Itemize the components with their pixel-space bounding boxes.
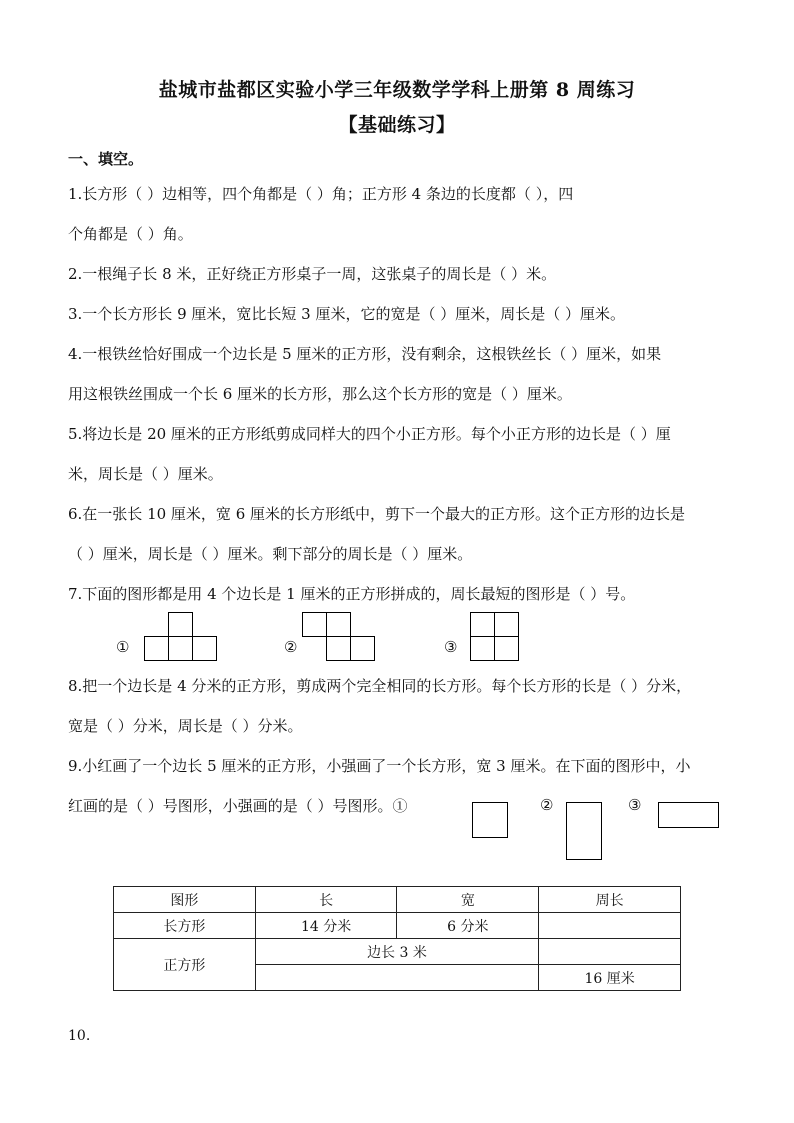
table-header-cell: 图形 [114,887,256,913]
table-header-row [114,887,681,913]
square-label-cell: 正方形 [114,939,256,991]
table-row [114,939,681,965]
q6-line-1: 6.在一张长 10 厘米，宽 6 厘米的长方形纸中，剪下一个最大的正方形。这个正方形的边长是 [68,505,686,523]
q7-fig3-square [494,636,519,661]
q7-fig3-square [470,636,495,661]
q4-line-2: 用这根铁丝围成一个长 6 厘米的长方形，那么这个长方形的宽是（ ）厘米。 [68,385,572,403]
q6-line-2: （ ）厘米，周长是（ ）厘米。剩下部分的周长是（ ）厘米。 [68,545,473,563]
q7-label-3: ③ [444,638,458,656]
q7-fig1-square [168,636,193,661]
q7-fig1-square [144,636,169,661]
q8-line-1: 8.把一个边长是 4 分米的正方形，剪成两个完全相同的长方形。每个长方形的长是（ ）分米， [68,677,692,695]
shape-table [113,886,681,991]
q9-fig3-rectangle [658,802,719,828]
q7-fig2-square [326,636,351,661]
q4-line-1: 4.一根铁丝恰好围成一个边长是 5 厘米的正方形，没有剩余，这根铁丝长（ ）厘米，如果 [68,345,662,363]
section-heading: 一、填空。 [68,150,144,168]
page-title: 盐城市盐都区实验小学三年级数学学科上册第 8 周练习 [158,79,636,101]
q5-line-1: 5.将边长是 20 厘米的正方形纸剪成同样大的四个小正方形。每个小正方形的边长是（ ）厘 [68,425,671,443]
q7-fig2-square [302,612,327,637]
q1-line-1: 1.长方形（ ）边相等，四个角都是（ ）角；正方形 4 条边的长度都（ ），四 [68,185,574,203]
q7-fig3-square [470,612,495,637]
q9-label-3: ③ [628,796,642,814]
q3-line: 3.一个长方形长 9 厘米，宽比长短 3 厘米，它的宽是（ ）厘米，周长是（ ）厘米。 [68,305,626,323]
rect-label-cell: 长方形 [114,913,256,939]
q1-line-2: 个角都是（ ）角。 [68,225,193,243]
page-subtitle: 【基础练习】 [338,114,456,136]
square-blank-cell [255,965,538,991]
q9-label-2: ② [540,796,554,814]
q9-line-2: 红画的是（ ）号图形，小强画的是（ ）号图形。① [68,797,408,815]
table-row [114,913,681,939]
table-header-cell: 宽 [397,887,539,913]
rect-perimeter-cell [539,913,681,939]
square-blank-cell [539,939,681,965]
q7-fig1-square [168,612,193,637]
q7-label-2: ② [284,638,298,656]
rect-length-cell: 14 分米 [255,913,397,939]
q9-fig2-rectangle [566,802,602,860]
q7-line: 7.下面的图形都是用 4 个边长是 1 厘米的正方形拼成的，周长最短的图形是（ ）号。 [68,585,636,603]
square-perimeter-cell: 16 厘米 [539,965,681,991]
q9-fig1-square [472,802,508,838]
q7-fig1-square [192,636,217,661]
square-side-cell: 边长 3 米 [255,939,538,965]
q10-label: 10. [68,1028,91,1044]
q7-fig2-square [326,612,351,637]
q8-line-2: 宽是（ ）分米，周长是（ ）分米。 [68,717,303,735]
q9-line-1: 9.小红画了一个边长 5 厘米的正方形，小强画了一个长方形，宽 3 厘米。在下面的图形中，小 [68,757,691,775]
q5-line-2: 米，周长是（ ）厘米。 [68,465,223,483]
rect-width-cell: 6 分米 [397,913,539,939]
q2-line: 2.一根绳子长 8 米，正好绕正方形桌子一周，这张桌子的周长是（ ）米。 [68,265,557,283]
q7-label-1: ① [116,638,130,656]
table-header-cell: 周长 [539,887,681,913]
table-header-cell: 长 [255,887,397,913]
q7-fig2-square [350,636,375,661]
q7-fig3-square [494,612,519,637]
